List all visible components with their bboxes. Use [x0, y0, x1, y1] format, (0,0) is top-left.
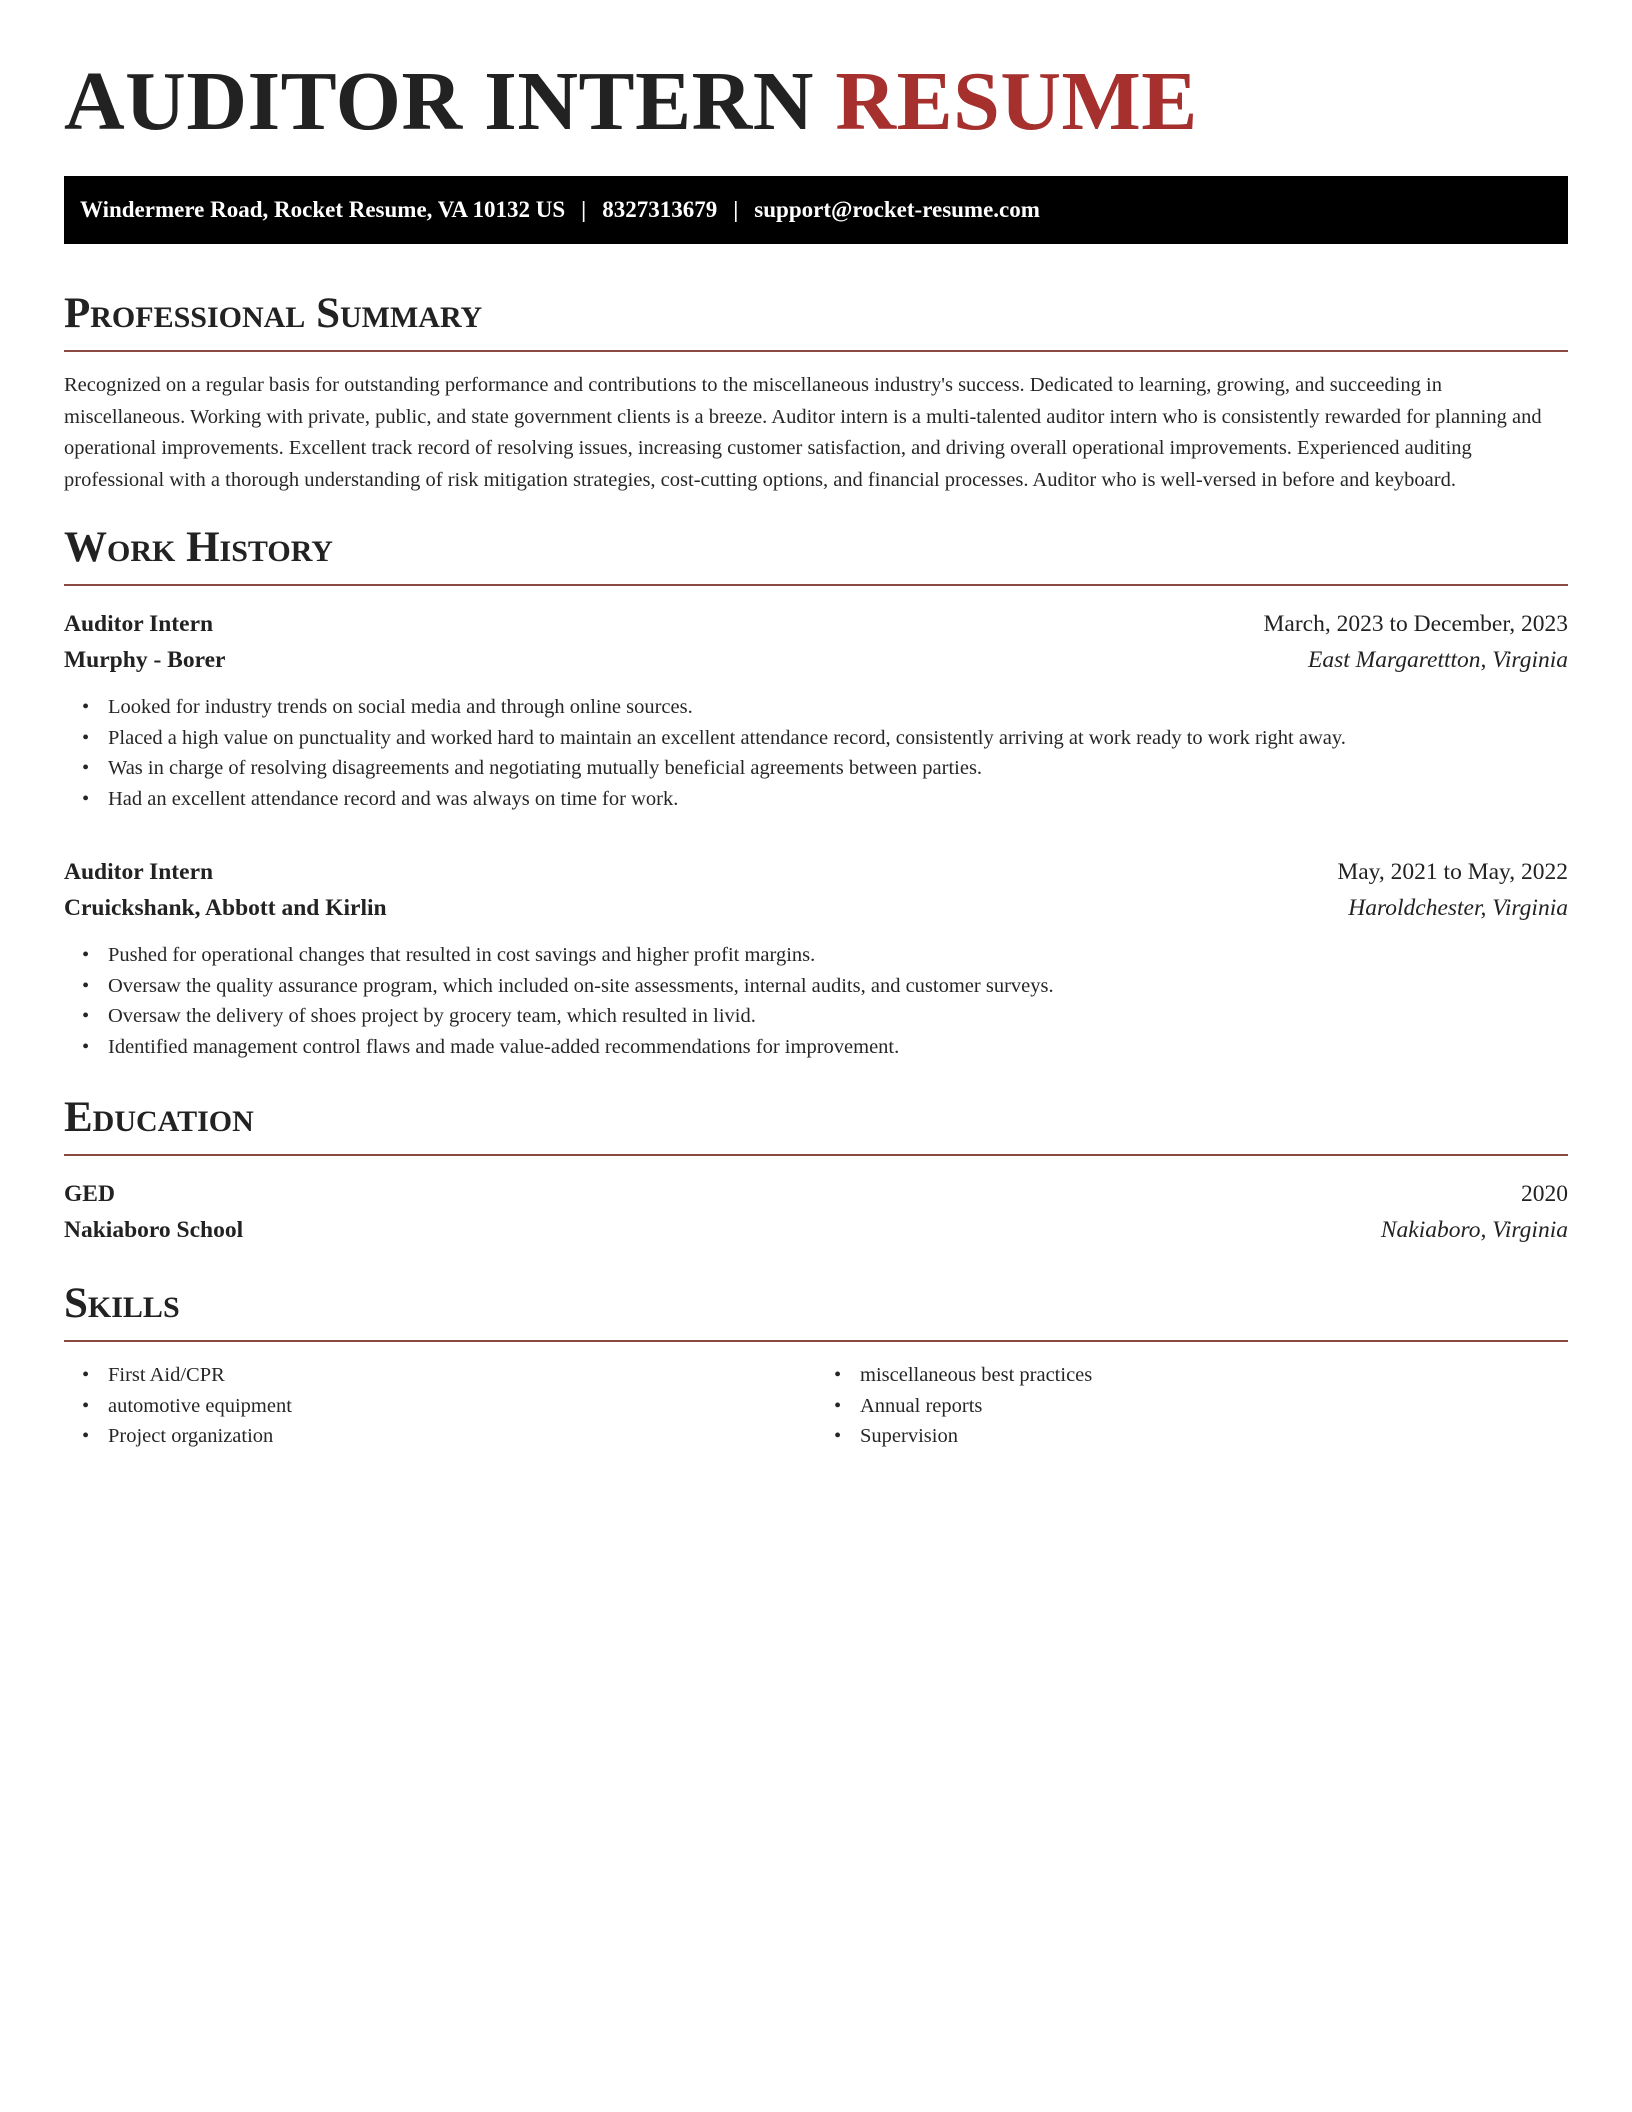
education-school-row — [64, 1212, 1568, 1248]
bullet-text: Looked for industry trends on social media and through online sources. — [108, 696, 693, 718]
bullet-icon: • — [82, 974, 90, 997]
bullet-icon: • — [82, 1364, 90, 1386]
bullet-text: Had an excellent attendance record and was always on time for work. — [108, 787, 679, 810]
list-item — [82, 784, 1568, 815]
list-item — [82, 971, 1568, 1002]
contact-bar — [64, 176, 1568, 244]
bullet-icon: • — [82, 726, 90, 749]
job-bullets — [64, 940, 1568, 1062]
bullet-icon: • — [82, 757, 90, 779]
bullet-icon: • — [82, 1005, 90, 1027]
bullet-icon: • — [834, 1364, 842, 1386]
bullet-icon: • — [834, 1394, 842, 1417]
job-header-row — [64, 606, 1568, 642]
job-entry — [64, 854, 1568, 1062]
job-entry — [64, 606, 1568, 814]
skill-text: Annual reports — [860, 1394, 983, 1417]
list-item — [82, 940, 1568, 971]
job-company: Cruickshank, Abbott and Kirlin — [64, 895, 387, 921]
job-location: Haroldchester, Virginia — [1348, 895, 1568, 921]
section-heading-education: Education — [64, 1094, 1568, 1156]
title-accent: RESUME — [835, 55, 1198, 148]
job-location: East Margarettton, Virginia — [1307, 647, 1568, 673]
bullet-icon: • — [82, 1035, 90, 1058]
skill-text: automotive equipment — [108, 1394, 292, 1417]
list-item — [82, 1391, 816, 1422]
list-item — [82, 1421, 816, 1452]
section-heading-work-history: Work History — [64, 524, 1568, 586]
education-degree-row — [64, 1176, 1568, 1212]
education-year: 2020 — [1521, 1181, 1568, 1207]
list-item — [834, 1360, 1568, 1391]
education-entry — [64, 1176, 1568, 1248]
bullet-icon: • — [82, 696, 90, 718]
job-dates: May, 2021 to May, 2022 — [1337, 859, 1568, 885]
skill-text: miscellaneous best practices — [860, 1364, 1093, 1386]
list-item — [82, 1360, 816, 1391]
list-item — [82, 692, 1568, 723]
job-title: Auditor Intern — [64, 611, 214, 637]
bullet-icon: • — [82, 1394, 90, 1417]
section-heading-summary: Professional Summary — [64, 290, 1568, 352]
job-dates: March, 2023 to December, 2023 — [1263, 611, 1568, 637]
bullet-icon: • — [834, 1425, 842, 1447]
bullet-icon: • — [82, 1425, 90, 1447]
summary-text: Recognized on a regular basis for outstanding performance and contributions to the miscellaneous industry's success. Dedicated to learning, growing, and succeeding in miscellaneous. Working with private, public, and state government clients is a breeze. Auditor intern is a multi-talented auditor intern who is consistently rewarded for planning and operational improvements. Excellent track record of resolving issues, increasing customer satisfaction, and driving overall operational improvements. Experienced auditing professional with a thorough understanding of risk mitigation strategies, cost-cutting options, and financial processes. Auditor who is well-versed in before and keyboard. — [64, 374, 1542, 491]
list-item — [834, 1391, 1568, 1422]
list-item — [834, 1421, 1568, 1452]
contact-phone: 8327313679 — [602, 197, 718, 222]
bullet-text: Oversaw the delivery of shoes project by grocery team, which resulted in livid. — [108, 1005, 756, 1027]
contact-separator: | — [581, 197, 587, 222]
job-header-row — [64, 854, 1568, 890]
list-item — [82, 723, 1568, 754]
bullet-icon: • — [82, 944, 90, 966]
bullet-text: Oversaw the quality assurance program, which included on-site assessments, internal audits, and customer surveys. — [108, 974, 1054, 997]
bullet-text: Was in charge of resolving disagreements and negotiating mutually beneficial agreements between parties. — [108, 757, 983, 779]
skill-text: Project organization — [108, 1425, 274, 1447]
skill-text: First Aid/CPR — [108, 1364, 225, 1386]
bullet-text: Placed a high value on punctuality and worked hard to maintain an excellent attendance record, consistently arriving at work ready to work right away. — [108, 726, 1346, 749]
contact-address: Windermere Road, Rocket Resume, VA 10132 US — [80, 197, 566, 222]
job-company-row — [64, 642, 1568, 678]
education-school: Nakiaboro School — [64, 1217, 244, 1243]
job-company: Murphy - Borer — [64, 647, 226, 673]
education-degree: GED — [64, 1181, 115, 1207]
skills-column-right — [816, 1360, 1568, 1452]
bullet-text: Identified management control flaws and made value-added recommendations for improvement. — [108, 1035, 900, 1058]
section-heading-skills: Skills — [64, 1280, 1568, 1342]
list-item — [82, 1001, 1568, 1032]
resume-title — [64, 52, 1568, 152]
title-main: AUDITOR INTERN — [64, 55, 814, 148]
skills-list — [64, 1360, 1568, 1452]
job-bullets — [64, 692, 1568, 814]
bullet-icon: • — [82, 787, 90, 810]
list-item — [82, 753, 1568, 784]
job-company-row — [64, 890, 1568, 926]
skill-text: Supervision — [860, 1425, 958, 1447]
list-item — [82, 1032, 1568, 1063]
contact-separator: | — [733, 197, 739, 222]
contact-email: support@rocket-resume.com — [754, 197, 1040, 222]
bullet-text: Pushed for operational changes that resulted in cost savings and higher profit margins. — [108, 944, 816, 966]
education-location: Nakiaboro, Virginia — [1380, 1217, 1568, 1243]
skills-column-left — [64, 1360, 816, 1452]
job-title: Auditor Intern — [64, 859, 214, 885]
